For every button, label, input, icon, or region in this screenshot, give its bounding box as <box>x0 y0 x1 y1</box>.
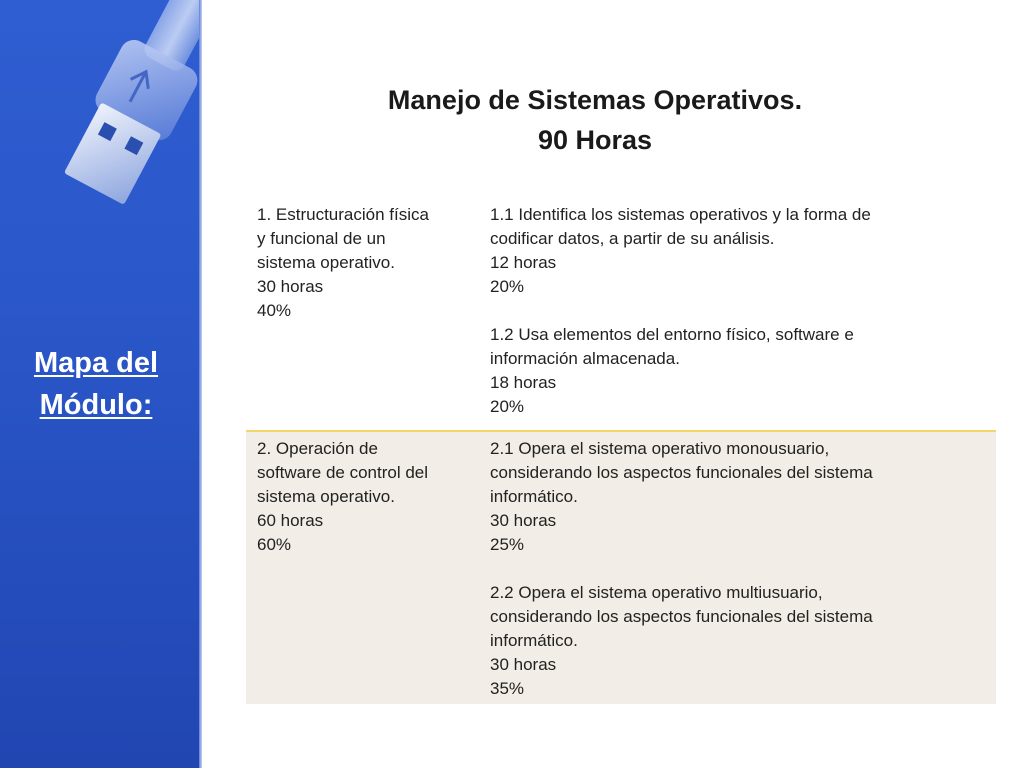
sidebar-edge <box>199 0 202 768</box>
sidebar-panel <box>0 0 199 768</box>
unit-line: 1. Estructuración física <box>257 205 429 224</box>
result-line: 20% <box>490 277 525 296</box>
result-line: 30 horas <box>490 511 557 530</box>
sidebar-title <box>0 342 192 426</box>
result-line: informático. <box>490 631 578 650</box>
page-title-line1: Manejo de Sistemas Operativos. <box>387 85 803 115</box>
result-line: 18 horas <box>490 373 557 392</box>
sidebar-title-line1: Mapa del <box>33 347 159 379</box>
unit-line: sistema operativo. <box>257 487 395 506</box>
unit-line: 2. Operación de <box>257 439 378 458</box>
result-line: 20% <box>490 397 525 416</box>
unit-line: software de control del <box>257 463 429 482</box>
unit-line: 60% <box>257 535 292 554</box>
sidebar-title-line2: Módulo: <box>39 389 153 421</box>
result-line: codificar datos, a partir de su análisis. <box>490 229 775 248</box>
page-title-line2: 90 Horas <box>537 125 653 155</box>
unit-line: y funcional de un <box>257 229 386 248</box>
result-block <box>490 581 996 701</box>
results-cell <box>490 432 996 704</box>
table-row <box>246 430 996 704</box>
page-title <box>300 80 890 160</box>
spacer <box>490 557 996 581</box>
result-line: 35% <box>490 679 525 698</box>
result-line: 12 horas <box>490 253 557 272</box>
result-line: considerando los aspectos funcionales del sistema <box>490 463 873 482</box>
unit-line: 40% <box>257 301 292 320</box>
module-map-table <box>246 198 996 704</box>
unit-cell <box>246 198 490 430</box>
result-line: considerando los aspectos funcionales del sistema <box>490 607 873 626</box>
result-line: 25% <box>490 535 525 554</box>
usb-connector-icon <box>0 0 199 230</box>
spacer <box>490 299 996 323</box>
result-block <box>490 203 996 299</box>
result-line: 1.1 Identifica los sistemas operativos y la forma de <box>490 205 871 224</box>
result-line: información almacenada. <box>490 349 680 368</box>
result-line: 1.2 Usa elementos del entorno físico, software e <box>490 325 854 344</box>
result-line: 2.2 Opera el sistema operativo multiusuario, <box>490 583 823 602</box>
results-cell <box>490 198 996 430</box>
result-block <box>490 323 996 419</box>
unit-line: sistema operativo. <box>257 253 395 272</box>
result-line: informático. <box>490 487 578 506</box>
table-row <box>246 198 996 430</box>
result-block <box>490 437 996 557</box>
unit-cell <box>246 432 490 704</box>
unit-line: 30 horas <box>257 277 324 296</box>
unit-line: 60 horas <box>257 511 324 530</box>
result-line: 2.1 Opera el sistema operativo monousuario, <box>490 439 830 458</box>
result-line: 30 horas <box>490 655 557 674</box>
